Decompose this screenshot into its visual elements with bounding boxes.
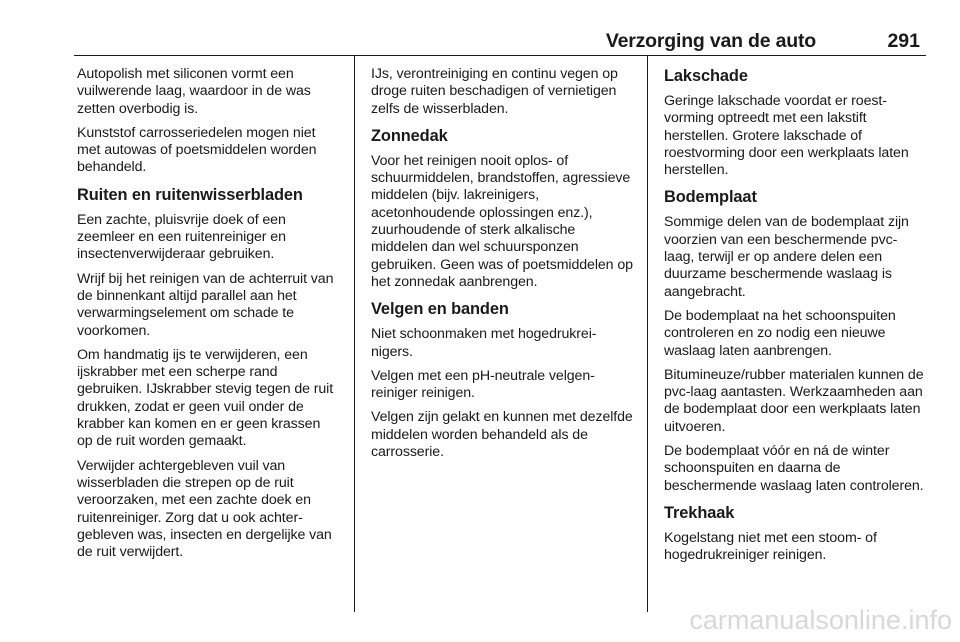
section-heading: Lakschade xyxy=(664,67,748,85)
body-paragraph: Kunststof carrosseriedelen mogen niet met autowas of poetsmiddelen worden behandeld. xyxy=(77,124,317,176)
body-paragraph: De bodemplaat na het schoonspuiten controleren en zo nodig een nieuwe waslaag laten aanbrengen. xyxy=(664,307,896,359)
body-paragraph: De bodemplaat vóór en ná de winter schoonspuiten en daarna de beschermende waslaag laten controleren. xyxy=(664,443,924,494)
text-column-3 xyxy=(664,66,926,572)
body-paragraph: Een zachte, pluisvrije doek of een zeemleer en een ruitenreiniger en insectenverwijderaar gebruiken. xyxy=(77,211,286,263)
text-column-2 xyxy=(371,66,633,468)
page-number: 291 xyxy=(887,30,920,52)
column-divider xyxy=(354,56,355,612)
body-paragraph: Verwijder achtergebleven vuil van wisserbladen die strepen op de ruit veroorzaken, met een zachte doek en ruitenreiniger. Zorg dat u ook achtergebleven was, insecten en dergelijke van de ruit verwijdert. xyxy=(77,457,332,561)
body-paragraph: Om handmatig ijs te verwijderen, een ijskrabber met een scherpe rand gebruiken. IJskrabber stevig tegen de ruit drukken, zodat er geen vuil onder de krabber kan komen en er geen krassen op de ruit worden gemaakt. xyxy=(77,346,334,450)
body-paragraph: Niet schoonmaken met hogedrukreinigers. xyxy=(371,326,597,360)
body-paragraph: Bitumineuze/rubber materialen kunnen de pvc-laag aantasten. Werkzaamheden aan de bodemplaat door een werkplaats laten uitvoeren. xyxy=(664,366,924,435)
watermark: carmanualsonline.info xyxy=(689,605,952,635)
page-header xyxy=(74,0,926,56)
header-title: Verzorging van de auto xyxy=(605,30,816,52)
section-heading: Velgen en banden xyxy=(371,300,509,319)
body-paragraph: Wrijf bij het reinigen van de achterruit van de binnenkant altijd parallel aan het verwarmingselement om schade te voorkomen. xyxy=(77,270,334,339)
section-heading: Zonnedak xyxy=(371,126,448,145)
section-heading: Trekhaak xyxy=(664,503,735,522)
section-heading: Bodemplaat xyxy=(664,188,757,207)
body-paragraph: Velgen met een pH-neutrale velgenreiniger reinigen. xyxy=(371,367,595,402)
text-column-1 xyxy=(77,66,339,568)
body-paragraph: Velgen zijn gelakt en kunnen met dezelfde middelen worden behandeld als de carrosserie. xyxy=(371,409,633,461)
body-paragraph: Sommige delen van de bodemplaat zijn voorzien van een beschermende pvc-laag, terwijl er op andere delen een duurzame beschermende waslaag is aangebracht. xyxy=(664,214,909,300)
column-divider xyxy=(647,56,648,612)
section-heading: Ruiten en ruitenwisserbladen xyxy=(77,185,303,204)
body-paragraph: Autopolish met siliconen vormt een vuilwerende laag, waardoor in de was zetten overbodig is. xyxy=(77,66,311,117)
body-paragraph: Voor het reinigen nooit oplos- of schuurmiddelen, brandstoffen, agressieve middelen (bijv. lakreinigers, acetonhoudende oplossingen enz.), zuurhoudende of sterk alkalische middelen dan wel schuursponzen gebruiken. Geen was of poetsmiddelen op het zonnedak aanbrengen. xyxy=(371,152,633,290)
body-paragraph: IJs, verontreiniging en continu vegen op droge ruiten beschadigen of vernietigen zelfs de wisserbladen. xyxy=(371,66,618,117)
body-paragraph: Kogelstang niet met een stoom- of hogedrukreiniger reinigen. xyxy=(664,529,877,564)
body-paragraph: Geringe lakschade voordat er roestvorming optreedt met een lakstift herstellen. Grotere lakschade of roestvorming door een werkplaats laten herstellen. xyxy=(664,93,909,179)
